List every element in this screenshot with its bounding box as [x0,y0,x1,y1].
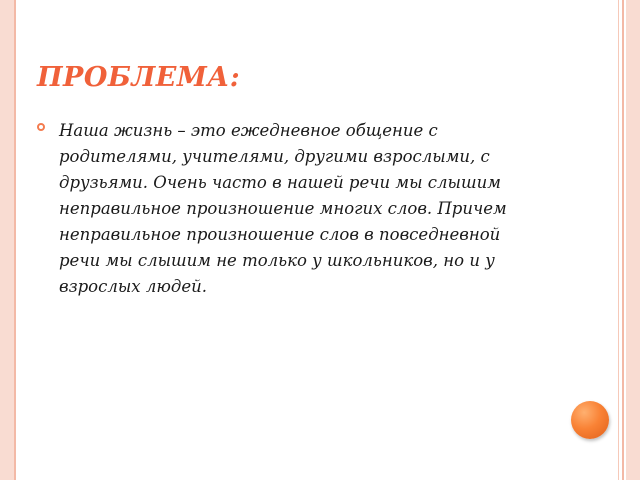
right-border-line [622,0,624,480]
right-border-line-thin [618,0,619,480]
bullet-text: Наша жизнь – это ежедневное общение с родителями, учителями, другими взрослыми, с друзьями. Очень часто в нашей речи мы слышим неправильное произношение многих слов. Причем неправильное произношение слов в повседневной речи мы слышим не только у школьников, но и у взрослых людей. [59,121,507,296]
right-decorative-border [626,0,640,480]
slide-title: ПРОБЛЕМА: [37,62,241,93]
left-border-line [14,0,16,480]
left-decorative-border [0,0,14,480]
hollow-circle-bullet-icon [37,123,45,131]
orange-circle-icon [571,401,609,439]
